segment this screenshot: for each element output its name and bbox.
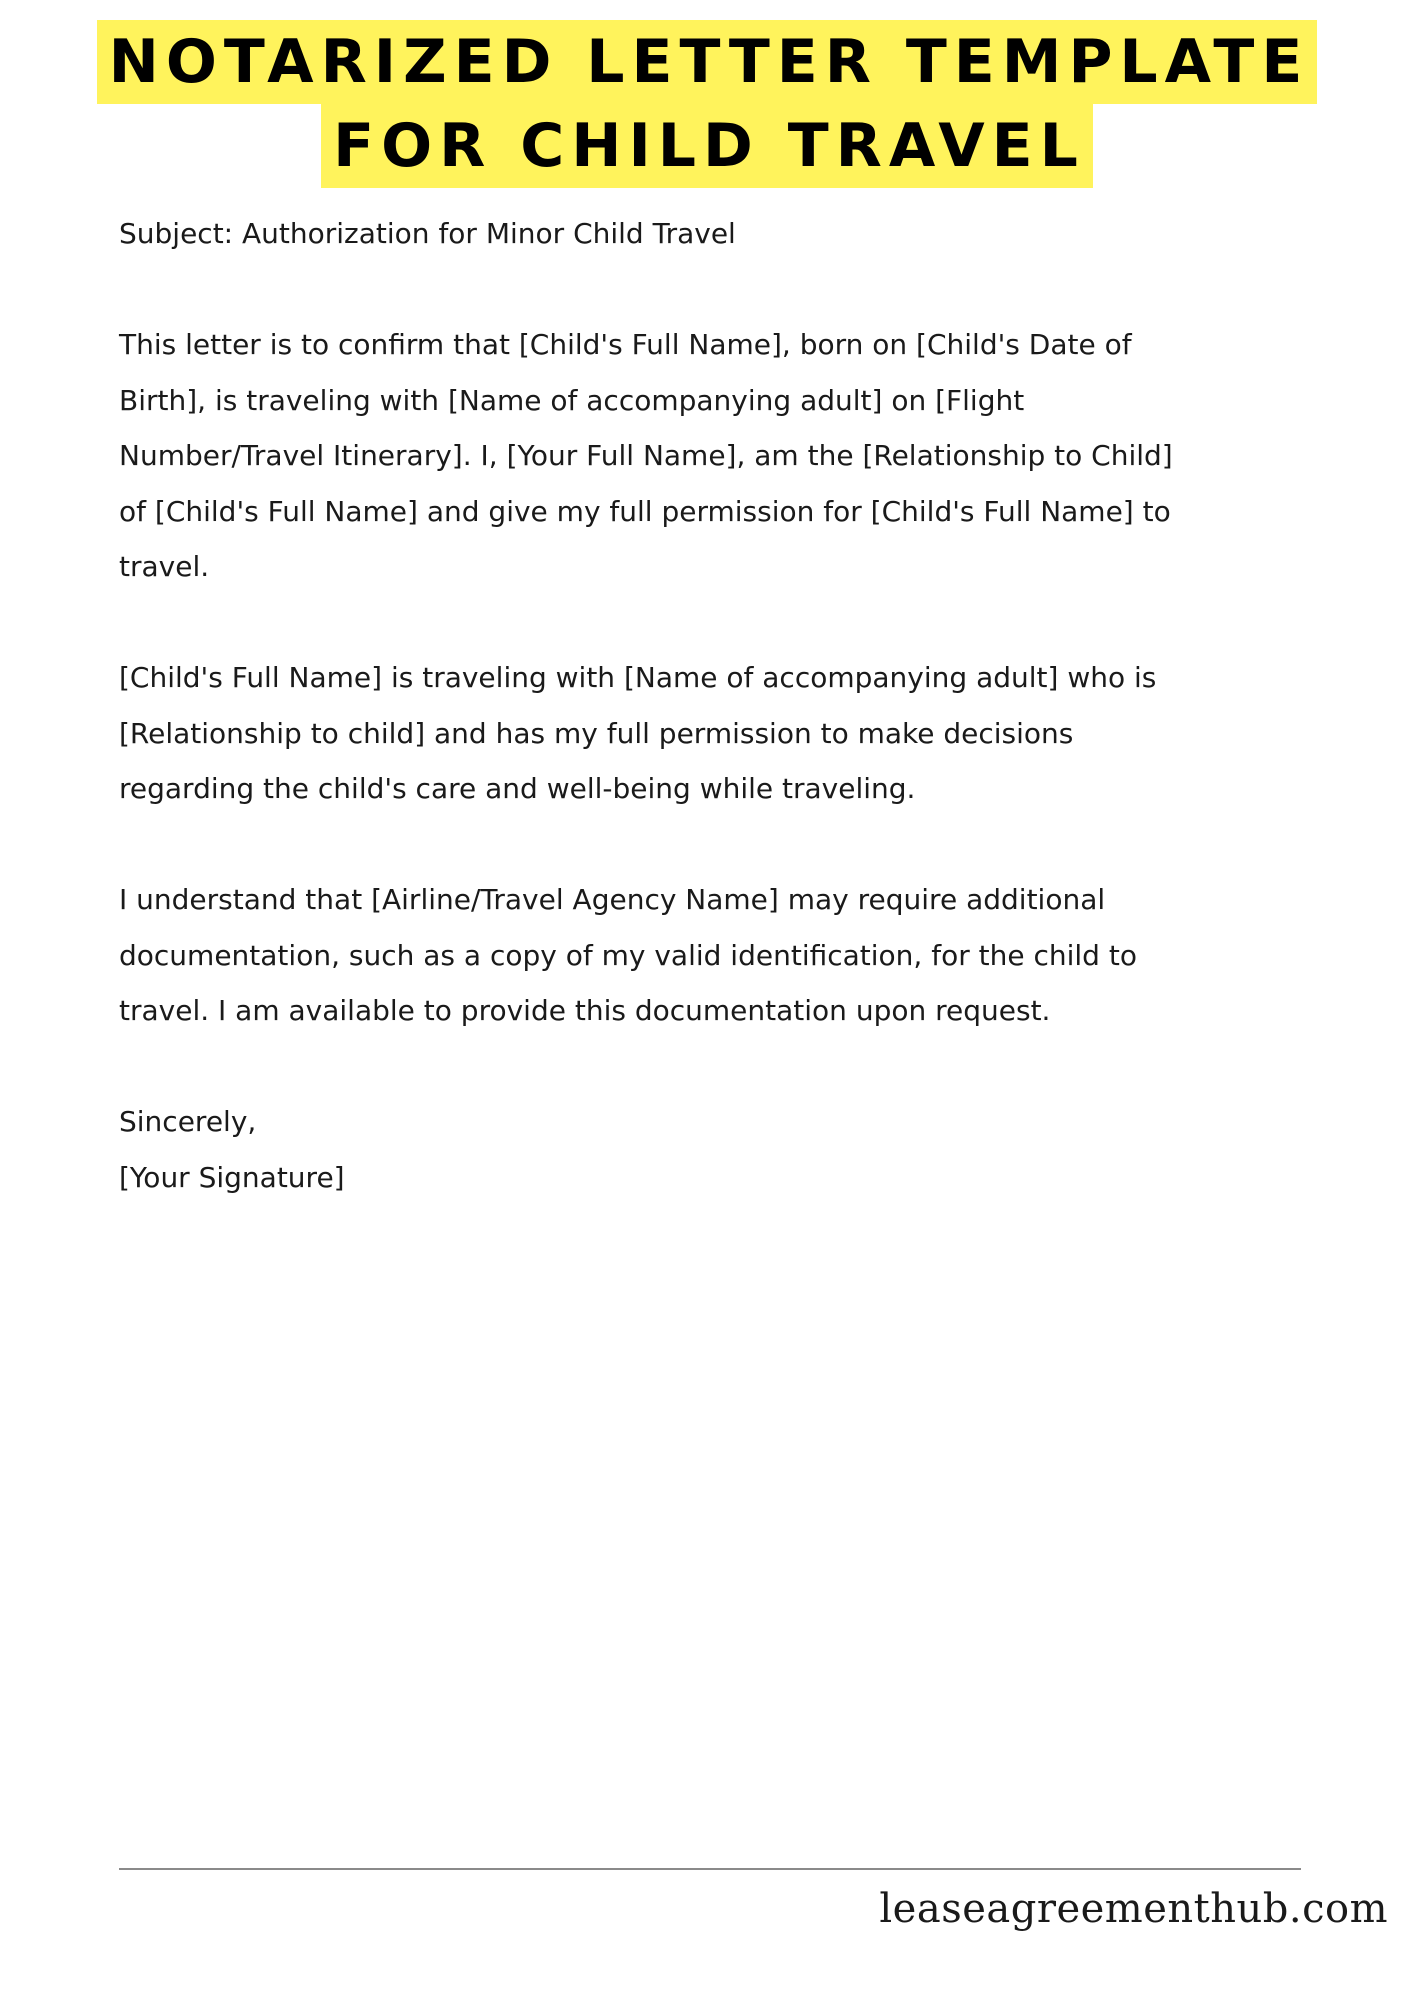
paragraph-line: I understand that [Airline/Travel Agency Name] may require additional [119,883,1106,916]
letter-closing [119,1094,1319,1205]
signature-placeholder: [Your Signature] [119,1160,345,1194]
closing-text: Sincerely, [119,1105,257,1138]
paragraph-line: [Relationship to child] and has my full permission to make decisions [119,716,1074,750]
letter-subject: Subject: Authorization for Minor Child Travel [119,217,736,250]
letter-paragraph-1 [119,317,1319,595]
letter-body [119,206,1319,1205]
paragraph-line: Birth], is traveling with [Name of accompanying adult] on [Flight [119,383,1025,417]
letter-paragraph-2 [119,650,1319,817]
paragraph-line: This letter is to confirm that [Child's Full Name], born on [Child's Date of [119,328,1132,361]
paragraph-line: travel. [119,550,210,583]
title-line-2: FOR CHILD TRAVEL [321,104,1093,188]
paragraph-line: documentation, such as a copy of my valid identification, for the child to [119,938,1137,972]
letter-paragraph-3 [119,872,1319,1039]
title-line-1: NOTARIZED LETTER TEMPLATE [97,20,1318,104]
paragraph-line: Number/Travel Itinerary]. I, [Your Full Name], am the [Relationship to Child] [119,439,1173,472]
paragraph-line: travel. I am available to provide this documentation upon request. [119,994,1051,1027]
paragraph-line: [Child's Full Name] is traveling with [Name of accompanying adult] who is [119,661,1157,694]
footer-website: leaseagreementhub.com [879,1886,1388,1932]
paragraph-line: regarding the child's care and well-being while traveling. [119,772,916,805]
paragraph-line: of [Child's Full Name] and give my full permission for [Child's Full Name] to [119,494,1171,528]
footer-divider [119,1868,1301,1870]
document-title [0,20,1414,188]
